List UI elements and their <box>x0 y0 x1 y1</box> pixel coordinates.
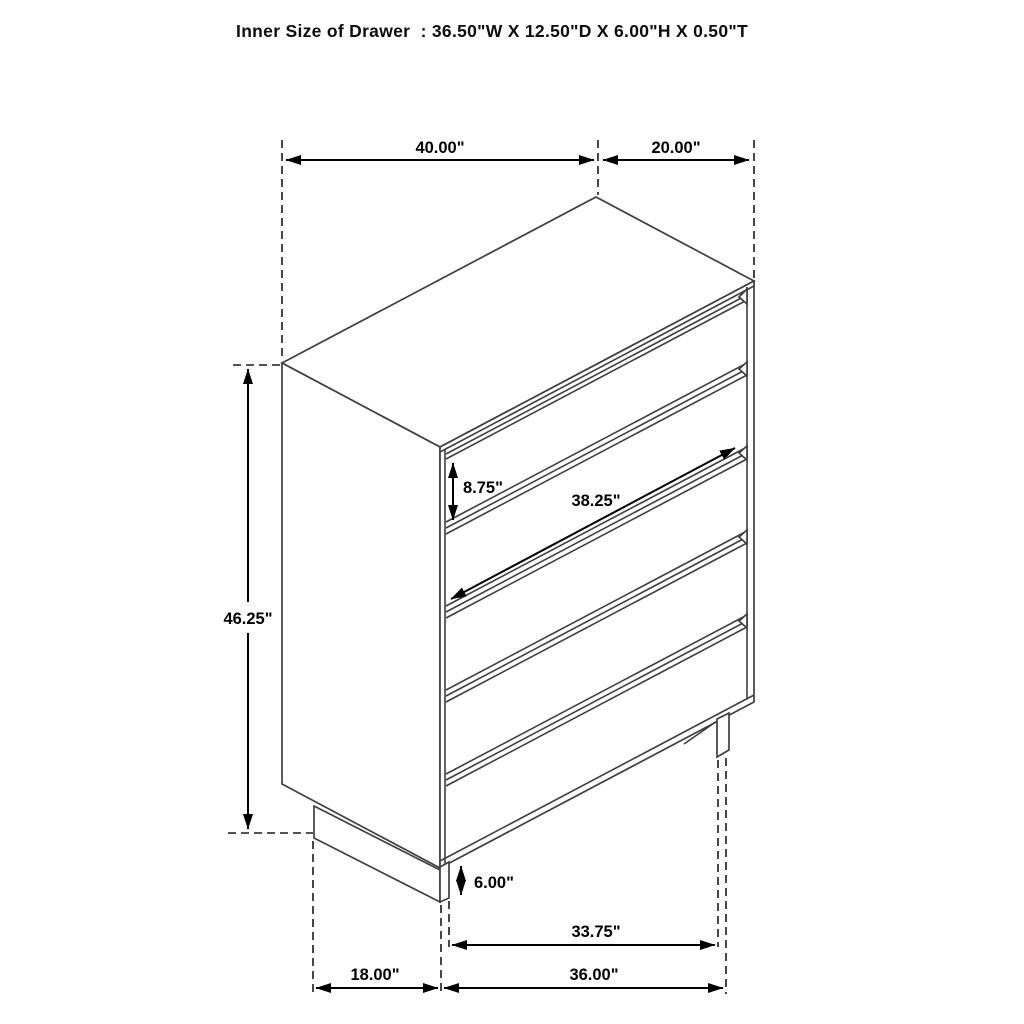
dimension-label: 8.75" <box>463 479 503 497</box>
dimension-label: 38.25" <box>571 492 621 510</box>
chest-body <box>282 197 754 902</box>
dimension-label: 20.00" <box>651 139 701 157</box>
dimension-label: 33.75" <box>571 923 621 941</box>
dimension-top-depth <box>603 139 749 160</box>
dimension-overall-height <box>223 369 272 829</box>
dimension-top-width <box>286 139 594 160</box>
dimension-base-side-depth <box>316 966 438 988</box>
dimension-label: 40.00" <box>415 139 465 157</box>
front-right-leg <box>717 713 729 757</box>
dimension-base-front-width <box>444 966 723 988</box>
front-left-leg <box>440 862 449 902</box>
chest-left-panel <box>282 363 440 868</box>
dimension-base-inner-span <box>452 923 715 945</box>
dimension-label: 46.25" <box>223 610 273 628</box>
dimension-label: 6.00" <box>474 874 514 892</box>
dimension-leg-height <box>461 866 514 895</box>
page-title: Inner Size of Drawer : 36.50"W X 12.50"D X 6.00"H X 0.50"T <box>236 21 748 41</box>
dimension-label: 18.00" <box>350 966 400 984</box>
dimension-label: 36.00" <box>569 966 619 984</box>
